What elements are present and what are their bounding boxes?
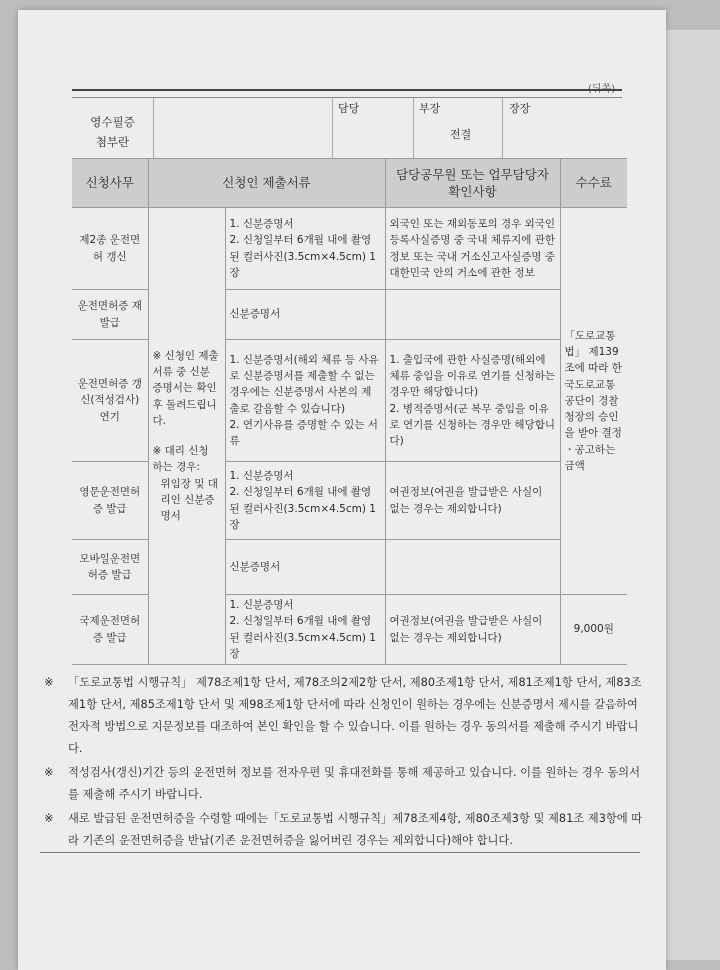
top-divider [72, 89, 622, 91]
doc-item: 1. 신분증명서(해외 체류 등 사유로 신분증명서를 제출할 수 없는 경우에는 신분증명서 사본의 제출로 갈음할 수 있습니다) [229, 353, 379, 415]
doc-item: 2. 연기사유를 증명할 수 있는 서류 [229, 418, 378, 448]
shared-note-cell [148, 208, 225, 665]
table-header-row [72, 159, 627, 208]
note-return-id: ※ 신청인 제출 서류 중 신분 증명서는 확인 후 돌려드립니다. [152, 349, 219, 427]
approval-chief-label: 장장 [509, 102, 531, 115]
notes-section [44, 672, 644, 854]
header-check: 담당공무원 또는 업무담당자 확인사항 [385, 159, 560, 208]
task-cell: 모바일운전면허증 발급 [72, 540, 148, 595]
task-cell: 운전면허증 재발급 [72, 290, 148, 340]
approval-delegated-label: 전결 [450, 128, 472, 141]
doc-item: 1. 신분증명서 [229, 469, 294, 482]
doc-item: 2. 신청일부터 6개월 내에 촬영된 컬러사진(3.5cm×4.5cm) 1장 [229, 615, 376, 660]
doc-item: 2. 신청일부터 6개월 내에 촬영된 컬러사진(3.5cm×4.5cm) 1장 [229, 486, 376, 531]
fee-shared-cell: 「도로교통법」 제139조에 따라 한국도로교통공단이 경찰청장의 승인을 받아 결정ㆍ공고하는 금액 [560, 208, 627, 595]
note-text: 「도로교통법 시행규칙」 제78조제1항 단서, 제78조의2제2항 단서, 제80조제1항 단서, 제81조제1항 단서, 제83조제1항 단서, 제85조제1항 단서 및 제98조제1항 단서에 따라 신청인이 원하는 경우에는 신분증명서 제시를 갈음하여 전자적 방법으로 지문정보를 대조하여 본인 확인을 할 수 있습니다. 이를 원하는 경우 동의서를 제출해 주시기 바랍니다. [68, 676, 642, 755]
task-cell: 운전면허증 갱신(적성검사) 연기 [72, 340, 148, 462]
docs-cell [225, 340, 385, 462]
reference-mark-icon: ※ [44, 676, 54, 689]
note-item [44, 672, 644, 760]
note-proxy-docs: 위임장 및 대리인 신분증명서 [160, 477, 218, 523]
page-side-label [588, 80, 615, 95]
check-item: 2. 병적증명서(군 복무 중임을 이유로 연기를 신청하는 경우만 해당합니다) [389, 402, 555, 448]
task-cell: 제2종 운전면허 갱신 [72, 208, 148, 290]
fee-cell: 9,000원 [560, 595, 627, 665]
header-task: 신청사무 [72, 159, 148, 208]
docs-cell [225, 462, 385, 540]
approval-manager-label: 부장 [419, 102, 441, 115]
reference-mark-icon: ※ [44, 766, 54, 779]
check-cell [385, 540, 560, 595]
docs-cell: 신분증명서 [225, 290, 385, 340]
bottom-divider [40, 852, 640, 853]
docs-cell: 신분증명서 [225, 540, 385, 595]
reference-mark-icon: ※ [44, 812, 54, 825]
task-cell: 국제운전면허증 발급 [72, 595, 148, 665]
check-cell: 외국인 또는 재외동포의 경우 외국인등록사실증명 중 국내 체류지에 관한 정보 또는 국내 거소신고사실증명 중 대한민국 안의 거소에 관한 정보 [385, 208, 560, 290]
doc-item: 2. 신청일부터 6개월 내에 촬영된 컬러사진(3.5cm×4.5cm) 1장 [229, 234, 376, 279]
receipt-label-line: 영수필증 [90, 115, 135, 129]
receipt-label [72, 112, 153, 152]
check-item: 1. 출입국에 관한 사실증명(해외에 체류 중임을 이유로 연기를 신청하는 경우만 해당합니다) [389, 353, 555, 399]
application-table [72, 158, 627, 665]
header-documents: 신청인 제출서류 [148, 159, 385, 208]
check-cell [385, 290, 560, 340]
check-cell [385, 340, 560, 462]
table-row [72, 208, 627, 290]
background-paper [660, 30, 720, 960]
header-fee: 수수료 [560, 159, 627, 208]
check-cell: 여권정보(여권을 발급받은 사실이 없는 경우는 제외합니다) [385, 462, 560, 540]
note-proxy: ※ 대리 신청 하는 경우: [152, 445, 209, 474]
note-text: 적성검사(갱신)기간 등의 운전면허 정보를 전자우편 및 휴대전화를 통해 제공하고 있습니다. 이를 원하는 경우 동의서를 제출해 주시기 바랍니다. [68, 766, 640, 801]
note-item [44, 808, 644, 852]
note-text: 새로 발급된 운전면허증을 수령할 때에는「도로교통법 시행규칙」제78조제4항, 제80조제3항 및 제81조 제3항에 따라 기존의 운전면허증을 반납(기존 운전면허증을 잃어버린 경우는 제외합니다)해야 합니다. [68, 812, 643, 847]
task-cell: 영문운전면허증 발급 [72, 462, 148, 540]
doc-item: 1. 신분증명서 [229, 217, 294, 230]
docs-cell [225, 595, 385, 665]
approval-staff-label: 담당 [338, 102, 360, 115]
doc-item: 1. 신분증명서 [229, 599, 294, 611]
check-cell: 여권정보(여권을 발급받은 사실이 없는 경우는 제외합니다) [385, 595, 560, 665]
receipt-label-line: 첨부란 [95, 135, 130, 149]
note-item [44, 762, 644, 806]
docs-cell [225, 208, 385, 290]
